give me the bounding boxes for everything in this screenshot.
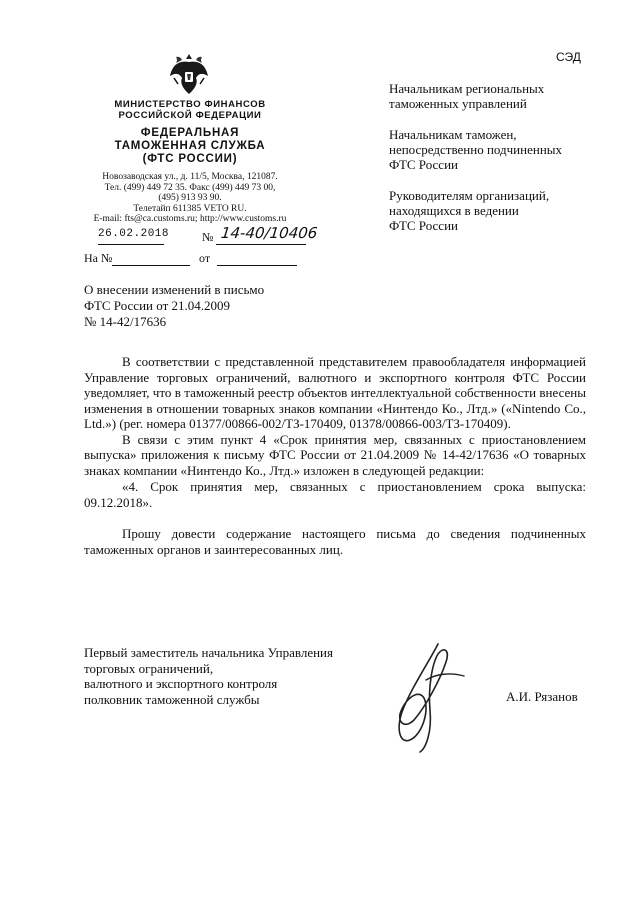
body-paragraph-2: В связи с этим пункт 4 «Срок принятия мер, связанных с приостановлением выпуска» приложения к письму ФТС России от 21.04.2009 № 14-42/17636 «О товарных знаках компании «Нинтендо Ко., Лтд.» изложен в следующей редакции:	[84, 431, 586, 478]
signer-name: А.И. Рязанов	[506, 689, 578, 704]
outgoing-date: 26.02.2018	[98, 228, 170, 240]
service-line-2: ТАМОЖЕННАЯ СЛУЖБА	[114, 140, 266, 152]
reference-label: На №	[84, 251, 113, 265]
recipient-line: ФТС России	[389, 218, 458, 233]
sender-address	[90, 172, 290, 225]
body-paragraph-1: В соответствии с представленной представителем правообладателя информацией Управление торговых ограничений, валютного и экспортного контроля ФТС России уведомляет, что в таможенный реестр объектов интеллектуальной собственности внесены изменения в отношении товарных знаков компании «Нинтендо Ко., Лтд.» («Nintendo Co., Ltd.») (рег. номера 01377/00866-002/ТЗ-170409, 01378/00866-003/ТЗ-170409).	[84, 354, 586, 431]
signer-title	[84, 645, 384, 707]
address-line-4: Телетайп 611385 VETO RU.	[133, 203, 247, 214]
subject-line-1: О внесении изменений в письмо	[84, 282, 265, 297]
service-line-3: (ФТС РОССИИ)	[142, 153, 238, 165]
coat-of-arms-icon	[168, 50, 210, 98]
recipient-group	[389, 81, 609, 111]
number-label: №	[202, 230, 214, 244]
document-stamp-sed: СЭД	[556, 50, 581, 64]
address-line-1: Новозаводская ул., д. 11/5, Москва, 121087.	[102, 172, 278, 182]
recipients-block	[389, 81, 609, 249]
recipient-line: Начальникам региональных	[389, 81, 545, 96]
reference-from-underline	[217, 251, 297, 266]
address-line-3: (495) 913 93 90.	[158, 193, 222, 203]
ministry-name	[92, 99, 288, 121]
reference-underline	[112, 251, 190, 266]
service-name	[92, 127, 288, 166]
address-line-2: Тел. (499) 449 72 35. Факс (499) 449 73 00,	[104, 182, 276, 193]
service-line-1: ФЕДЕРАЛЬНАЯ	[140, 127, 240, 139]
signer-title-line-4: полковник таможенной службы	[84, 691, 260, 707]
subject-line-3: № 14-42/17636	[84, 314, 167, 329]
handwritten-signature	[380, 640, 476, 755]
recipient-group	[389, 188, 609, 233]
body-paragraph-quote: «4. Срок принятия мер, связанных с приостановлением срока выпуска: 09.12.2018».	[84, 479, 586, 510]
recipient-line: ФТС России	[389, 157, 458, 172]
letter-subject	[84, 282, 264, 330]
recipient-line: находящихся в ведении	[389, 203, 519, 218]
signer-title-line-3: валютного и экспортного контроля	[84, 676, 278, 691]
recipient-line: Руководителям организаций,	[389, 188, 550, 203]
letter-body	[84, 354, 586, 557]
ministry-line-2: РОССИЙСКОЙ ФЕДЕРАЦИИ	[118, 110, 262, 121]
recipient-group	[389, 127, 609, 172]
body-paragraph-request: Прошу довести содержание настоящего письма до сведения подчиненных таможенных органов и заинтересованных лиц.	[84, 526, 586, 557]
recipient-line: непосредственно подчиненных	[389, 142, 563, 157]
recipient-line: Начальникам таможен,	[389, 127, 517, 142]
ministry-line-1: МИНИСТЕРСТВО ФИНАНСОВ	[114, 99, 266, 110]
subject-line-2: ФТС России от 21.04.2009	[84, 298, 231, 313]
signer-title-line-1: Первый заместитель начальника Управления	[84, 645, 333, 660]
reference-from-label: от	[199, 251, 211, 265]
address-line-5: E-mail: fts@ca.customs.ru; http://www.customs.ru	[93, 214, 287, 224]
outgoing-number: 14-40/10406	[220, 224, 319, 242]
recipient-line: таможенных управлений	[389, 96, 527, 111]
signer-title-line-2: торговых ограничений,	[84, 660, 214, 676]
